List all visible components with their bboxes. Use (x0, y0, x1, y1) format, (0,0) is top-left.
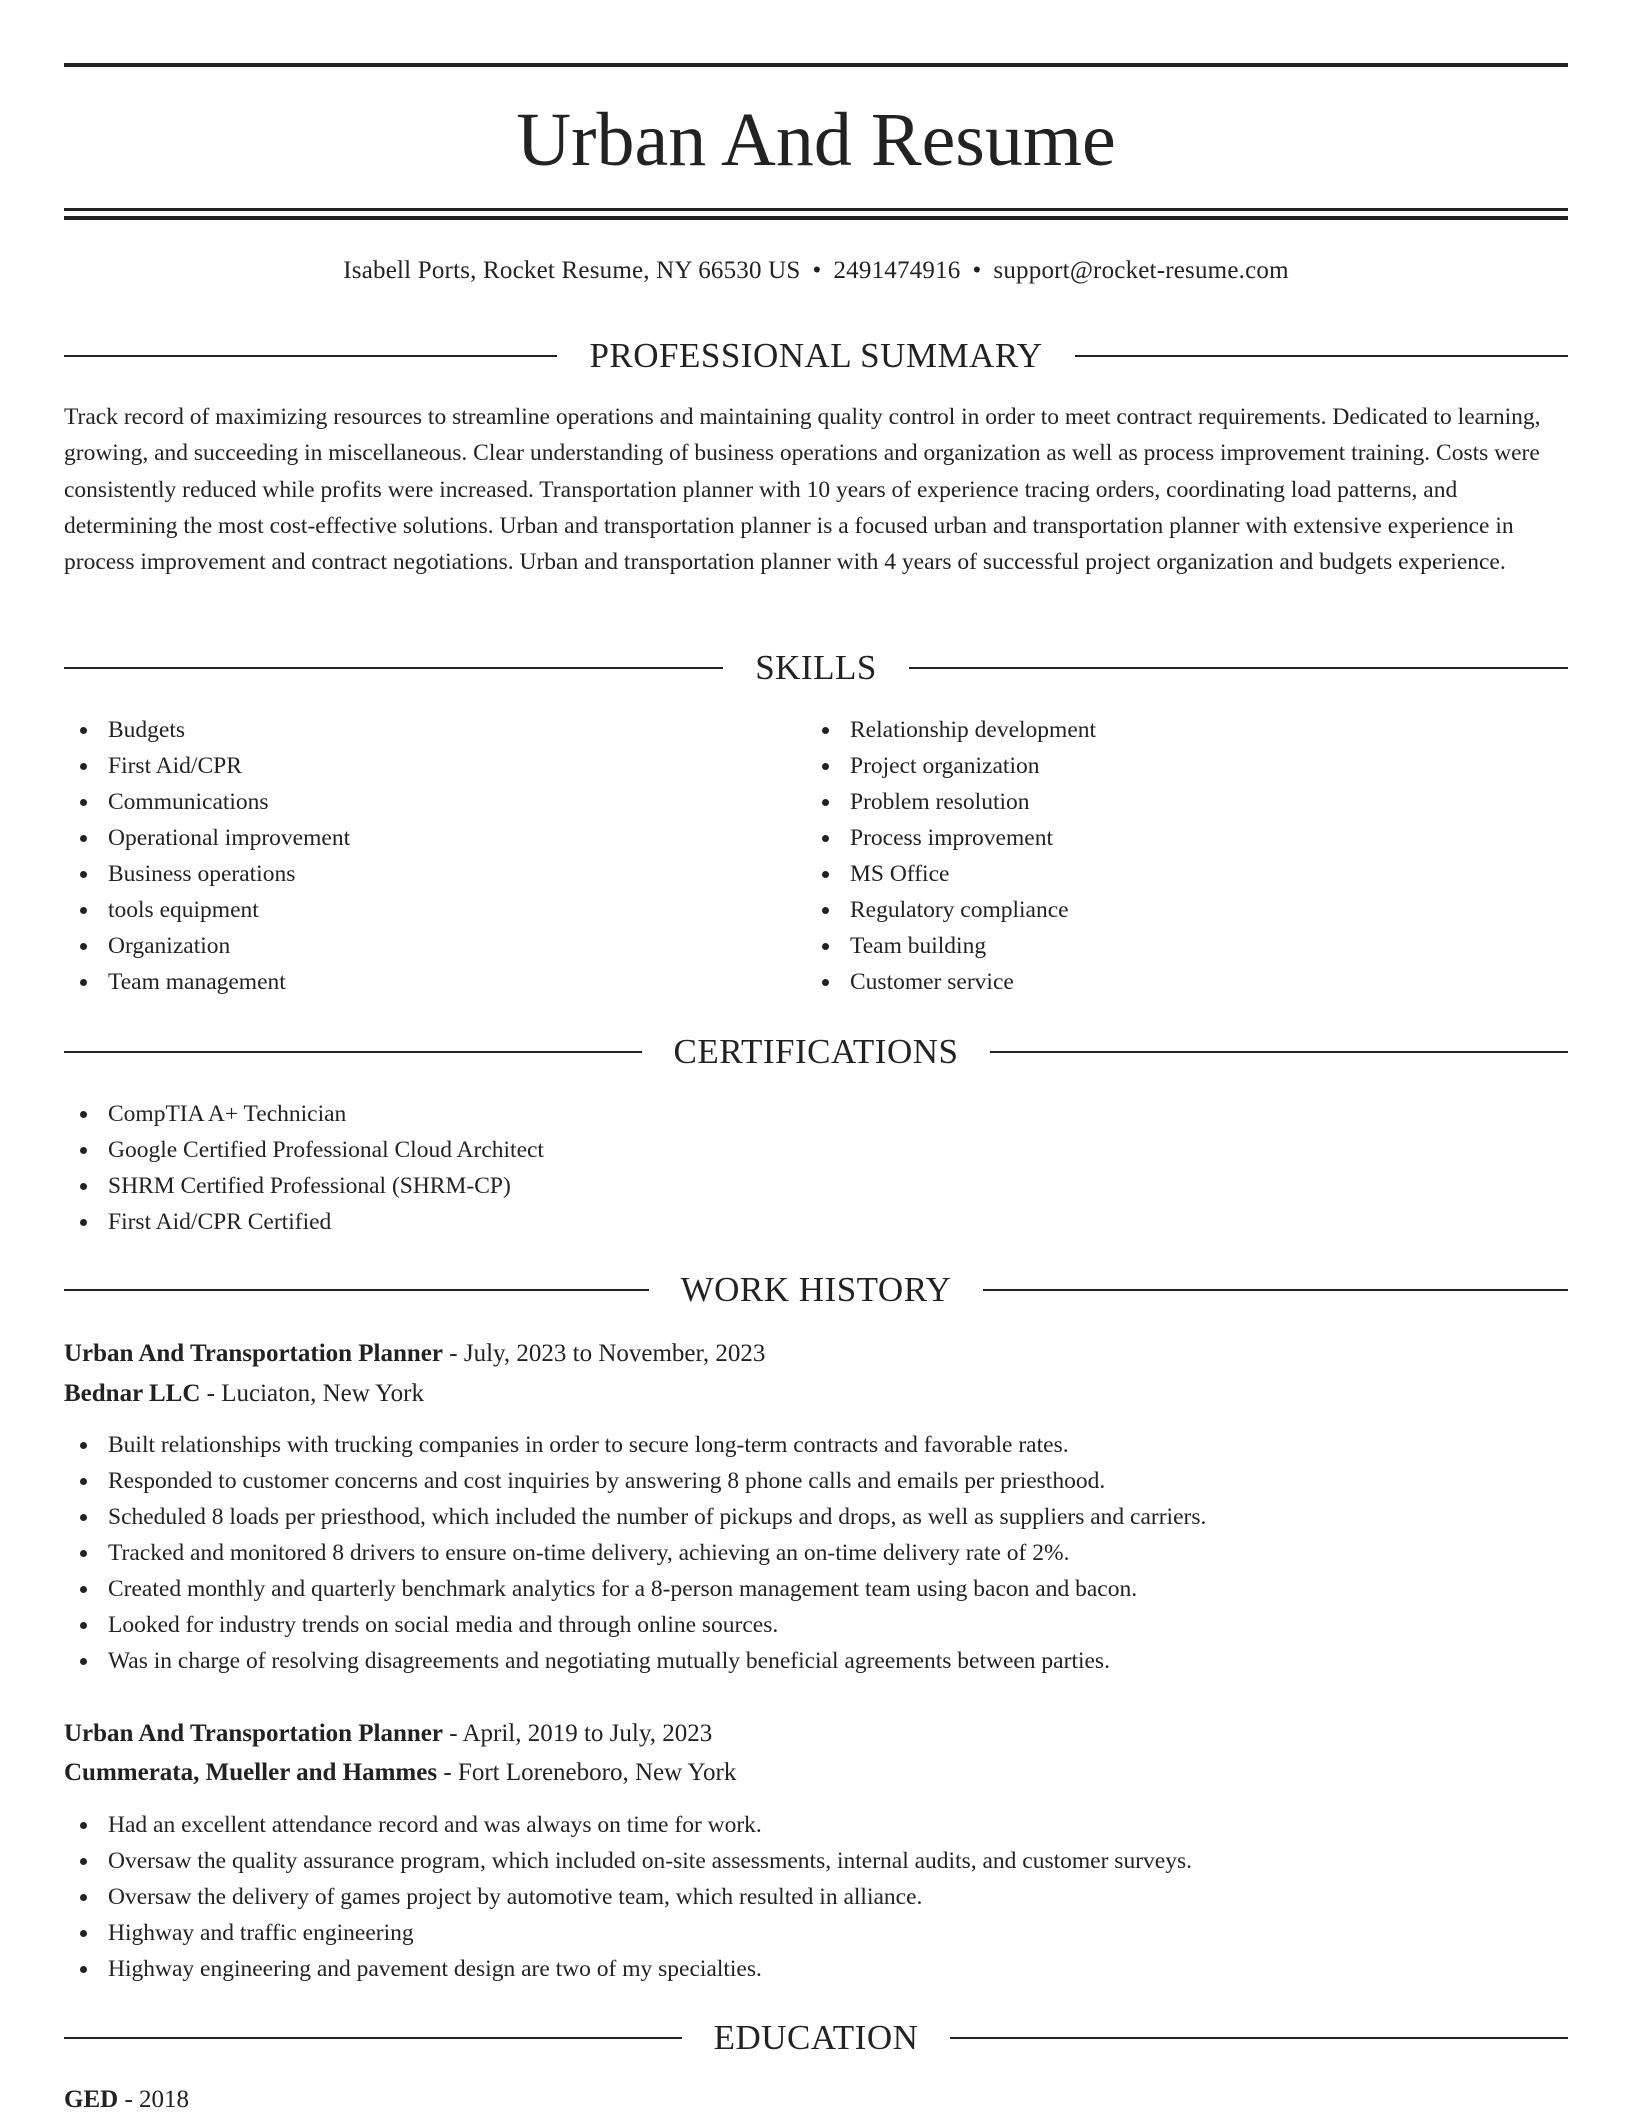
job-dates: - April, 2019 to July, 2023 (443, 1720, 713, 1747)
education-heading (64, 2016, 1568, 2060)
job-bullet: Built relationships with trucking companies in order to secure long-term contracts and favorable rates. (64, 1427, 1206, 1463)
heading-rule (64, 667, 723, 669)
certification-item: First Aid/CPR Certified (64, 1204, 544, 1240)
education-year: - 2018 (118, 2086, 190, 2113)
heading-rule (64, 1051, 642, 1053)
skill-item: MS Office (806, 856, 1546, 892)
job-bullet: Highway engineering and pavement design are two of my specialties. (64, 1951, 1192, 1987)
job-bullets (64, 1427, 1206, 1679)
summary-heading (64, 334, 1568, 378)
heading-rule (950, 2037, 1568, 2039)
job-bullet: Looked for industry trends on social media and through online sources. (64, 1607, 1206, 1643)
job-bullet: Had an excellent attendance record and was always on time for work. (64, 1807, 1192, 1843)
heading-rule (64, 355, 557, 357)
resume-name: Urban And Resume (516, 98, 1116, 182)
skills-heading (64, 646, 1568, 690)
skill-item: Operational improvement (64, 820, 804, 856)
skill-item: Budgets (64, 712, 804, 748)
certification-item: Google Certified Professional Cloud Architect (64, 1132, 544, 1168)
job-location: - Fort Loreneboro, New York (437, 1759, 737, 1786)
education-title: EDUCATION (713, 2018, 919, 2057)
contact-email: support@rocket-resume.com (993, 257, 1289, 284)
job-bullet: Scheduled 8 loads per priesthood, which included the number of pickups and drops, as well as suppliers and carriers. (64, 1499, 1206, 1535)
skill-item: Organization (64, 928, 804, 964)
job-bullet: Highway and traffic engineering (64, 1915, 1192, 1951)
certification-item: SHRM Certified Professional (SHRM-CP) (64, 1168, 544, 1204)
skill-item: Process improvement (806, 820, 1546, 856)
skill-item: Customer service (806, 964, 1546, 1000)
education-degree: GED (64, 2086, 119, 2113)
skill-item: Team building (806, 928, 1546, 964)
job-dates: - July, 2023 to November, 2023 (443, 1340, 766, 1367)
contact-address: Isabell Ports, Rocket Resume, NY 66530 US (343, 257, 801, 284)
skills-title: SKILLS (755, 648, 877, 687)
certification-item: CompTIA A+ Technician (64, 1096, 544, 1132)
education-entry (64, 2082, 189, 2118)
contact-line (64, 254, 1568, 288)
job-company-line (64, 1755, 736, 1791)
skills-list-right (806, 712, 1546, 1000)
certifications-list (64, 1096, 544, 1240)
contact-phone: 2491474916 (833, 257, 961, 284)
contact-separator: • (972, 257, 982, 284)
job-company: Bednar LLC (64, 1380, 201, 1407)
job-bullets (64, 1807, 1192, 1987)
work-heading (64, 1268, 1568, 1312)
skill-item: Team management (64, 964, 804, 1000)
certifications-title: CERTIFICATIONS (673, 1032, 959, 1071)
work-title: WORK HISTORY (680, 1270, 952, 1309)
job-company-line (64, 1376, 424, 1412)
job-location: - Luciaton, New York (200, 1380, 424, 1407)
summary-text: Track record of maximizing resources to streamline operations and maintaining quality control in order to meet contract requirements. Dedicated to learning, growing, and succeeding in miscellaneous. Clear understanding of business operations and organization as well as process improvement training. Costs were consistently reduced while profits were increased. Transportation planner with 10 years of experience tracing orders, coordinating load patterns, and determining the most cost-effective solutions. Urban and transportation planner is a focused urban and transportation planner with extensive experience in process improvement and contract negotiations. Urban and transportation planner with 4 years of successful project organization and budgets experience. (64, 404, 1541, 576)
double-rule (64, 208, 1568, 220)
skill-item: tools equipment (64, 892, 804, 928)
job-bullet: Responded to customer concerns and cost inquiries by answering 8 phone calls and emails per priesthood. (64, 1463, 1206, 1499)
job-title-line (64, 1336, 765, 1372)
job-bullet: Created monthly and quarterly benchmark analytics for a 8-person management team using bacon and bacon. (64, 1571, 1206, 1607)
job-role: Urban And Transportation Planner (64, 1720, 444, 1747)
job-role: Urban And Transportation Planner (64, 1340, 444, 1367)
skill-item: Relationship development (806, 712, 1546, 748)
job-company: Cummerata, Mueller and Hammes (64, 1759, 438, 1786)
skill-item: Problem resolution (806, 784, 1546, 820)
top-rule (64, 63, 1568, 67)
certifications-heading (64, 1030, 1568, 1074)
skill-item: Regulatory compliance (806, 892, 1546, 928)
job-bullet: Was in charge of resolving disagreements and negotiating mutually beneficial agreements between parties. (64, 1643, 1206, 1679)
job-bullet: Oversaw the quality assurance program, which included on-site assessments, internal audits, and customer surveys. (64, 1843, 1192, 1879)
skill-item: Business operations (64, 856, 804, 892)
heading-rule (990, 1051, 1568, 1053)
skill-item: Communications (64, 784, 804, 820)
heading-rule (1075, 355, 1568, 357)
heading-rule (909, 667, 1568, 669)
summary-title: PROFESSIONAL SUMMARY (589, 336, 1043, 375)
job-title-line (64, 1716, 712, 1752)
heading-rule (64, 1289, 649, 1291)
contact-separator: • (812, 257, 822, 284)
skills-list-left (64, 712, 804, 1000)
skill-item: First Aid/CPR (64, 748, 804, 784)
job-bullet: Oversaw the delivery of games project by automotive team, which resulted in alliance. (64, 1879, 1192, 1915)
skill-item: Project organization (806, 748, 1546, 784)
heading-rule (64, 2037, 682, 2039)
job-bullet: Tracked and monitored 8 drivers to ensure on-time delivery, achieving an on-time delivery rate of 2%. (64, 1535, 1206, 1571)
heading-rule (983, 1289, 1568, 1291)
